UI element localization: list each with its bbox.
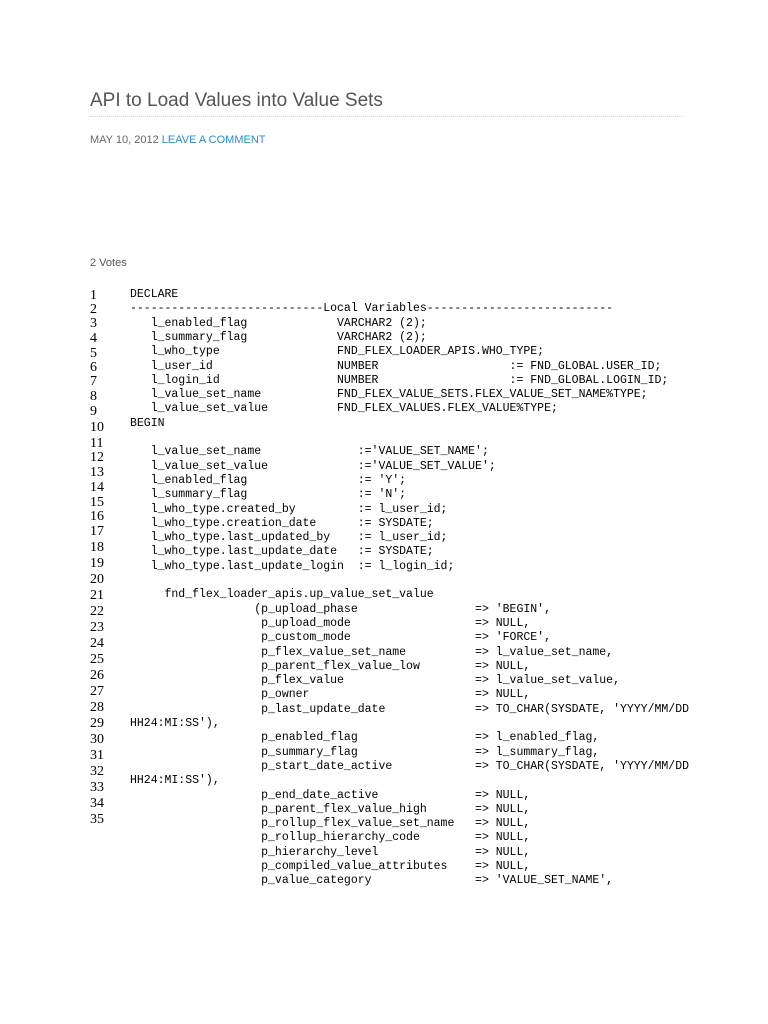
code-line: p_enabled_flag => l_enabled_flag, bbox=[130, 731, 600, 745]
line-number: 20 bbox=[90, 572, 104, 587]
line-number: 25 bbox=[90, 652, 104, 667]
line-number: 35 bbox=[90, 812, 104, 827]
code-line: p_flex_value_set_name => l_value_set_name, bbox=[130, 645, 614, 659]
code-line: DECLARE bbox=[130, 288, 179, 301]
code-line: l_user_id NUMBER := FND_GLOBAL.USER_ID; bbox=[130, 359, 662, 373]
line-number: 28 bbox=[90, 700, 104, 715]
code-line: p_custom_mode => 'FORCE', bbox=[130, 631, 551, 645]
line-number: 23 bbox=[90, 620, 104, 635]
code-line: HH24:MI:SS'), bbox=[130, 717, 220, 730]
line-number: 6 bbox=[90, 360, 97, 375]
line-number: 4 bbox=[90, 331, 97, 346]
code-line: p_parent_flex_value_high => NULL, bbox=[130, 802, 531, 816]
code-line: p_start_date_active => TO_CHAR(SYSDATE, 'YYYY/MM/DD bbox=[130, 759, 689, 773]
title-divider bbox=[90, 116, 682, 117]
line-number: 8 bbox=[90, 389, 97, 404]
line-number: 11 bbox=[90, 436, 104, 451]
code-line: p_value_category => 'VALUE_SET_NAME', bbox=[130, 874, 614, 888]
line-number: 3 bbox=[90, 316, 97, 331]
line-number: 18 bbox=[90, 540, 104, 555]
line-number: 31 bbox=[90, 748, 104, 763]
post-date: MAY 10, 2012 bbox=[90, 134, 159, 146]
line-number: 12 bbox=[90, 450, 104, 465]
code-line: p_upload_mode => NULL, bbox=[130, 616, 531, 630]
post-title: API to Load Values into Value Sets bbox=[90, 90, 383, 111]
code-line: fnd_flex_loader_apis.up_value_set_value bbox=[130, 588, 434, 602]
code-line: p_parent_flex_value_low => NULL, bbox=[130, 659, 531, 673]
line-number: 10 bbox=[90, 420, 104, 435]
code-line: p_last_update_date => TO_CHAR(SYSDATE, 'YYYY/MM/DD bbox=[130, 702, 689, 716]
code-line: l_value_set_name FND_FLEX_VALUE_SETS.FLEX_VALUE_SET_NAME%TYPE; bbox=[130, 388, 648, 402]
code-line: l_summary_flag VARCHAR2 (2); bbox=[130, 330, 427, 344]
line-number: 24 bbox=[90, 636, 104, 651]
code-line: l_enabled_flag VARCHAR2 (2); bbox=[130, 316, 427, 330]
line-number: 9 bbox=[90, 404, 97, 419]
code-line: p_hierarchy_level => NULL, bbox=[130, 845, 531, 859]
code-line: l_value_set_value :='VALUE_SET_VALUE'; bbox=[130, 459, 496, 473]
line-number: 2 bbox=[90, 302, 97, 317]
code-line: p_compiled_value_attributes => NULL, bbox=[130, 860, 531, 873]
code-line: l_who_type.created_by := l_user_id; bbox=[130, 502, 448, 516]
code-line: l_value_set_name :='VALUE_SET_NAME'; bbox=[130, 445, 489, 459]
line-number: 22 bbox=[90, 604, 104, 619]
code-line: p_flex_value => l_value_set_value, bbox=[130, 674, 620, 688]
line-number: 14 bbox=[90, 480, 104, 495]
line-number: 1 bbox=[90, 288, 97, 303]
line-number: 34 bbox=[90, 796, 104, 811]
code-line: p_end_date_active => NULL, bbox=[130, 788, 531, 802]
code-line: l_who_type.creation_date := SYSDATE; bbox=[130, 516, 434, 530]
line-number: 27 bbox=[90, 684, 104, 699]
code-line: l_login_id NUMBER := FND_GLOBAL.LOGIN_ID; bbox=[130, 373, 669, 387]
line-number: 7 bbox=[90, 374, 97, 389]
line-number: 30 bbox=[90, 732, 104, 747]
code-line: HH24:MI:SS'), bbox=[130, 774, 220, 788]
code-line: p_rollup_hierarchy_code => NULL, bbox=[130, 831, 531, 845]
line-number: 33 bbox=[90, 780, 104, 795]
code-line: p_rollup_flex_value_set_name => NULL, bbox=[130, 817, 531, 831]
line-number: 26 bbox=[90, 668, 104, 683]
code-line: p_summary_flag => l_summary_flag, bbox=[130, 745, 600, 759]
post-meta bbox=[90, 134, 265, 146]
line-number: 17 bbox=[90, 524, 104, 539]
line-number: 15 bbox=[90, 495, 104, 510]
code-line: l_summary_flag := 'N'; bbox=[130, 488, 407, 502]
line-number: 13 bbox=[90, 465, 104, 480]
code-line: l_who_type.last_update_login := l_login_id; bbox=[130, 559, 455, 573]
code-line: BEGIN bbox=[130, 416, 165, 430]
code-line: l_who_type.last_updated_by := l_user_id; bbox=[130, 531, 448, 545]
line-number: 32 bbox=[90, 764, 104, 779]
code-line: ----------------------------Local Variables--------------------------- bbox=[130, 302, 614, 316]
code-line: (p_upload_phase => 'BEGIN', bbox=[130, 602, 551, 616]
code-line: p_owner => NULL, bbox=[130, 688, 531, 702]
line-number: 21 bbox=[90, 588, 104, 603]
line-number: 5 bbox=[90, 346, 97, 361]
line-number: 19 bbox=[90, 556, 104, 571]
code-line: l_who_type FND_FLEX_LOADER_APIS.WHO_TYPE; bbox=[130, 345, 545, 359]
line-number: 29 bbox=[90, 716, 104, 731]
line-number: 16 bbox=[90, 509, 104, 524]
code-line: l_enabled_flag := 'Y'; bbox=[130, 473, 407, 487]
code-line: l_value_set_value FND_FLEX_VALUES.FLEX_VALUE%TYPE; bbox=[130, 402, 558, 416]
code-line: l_who_type.last_update_date := SYSDATE; bbox=[130, 545, 434, 559]
votes-count: 2 Votes bbox=[90, 257, 127, 269]
leave-comment-link[interactable]: LEAVE A COMMENT bbox=[161, 134, 266, 146]
